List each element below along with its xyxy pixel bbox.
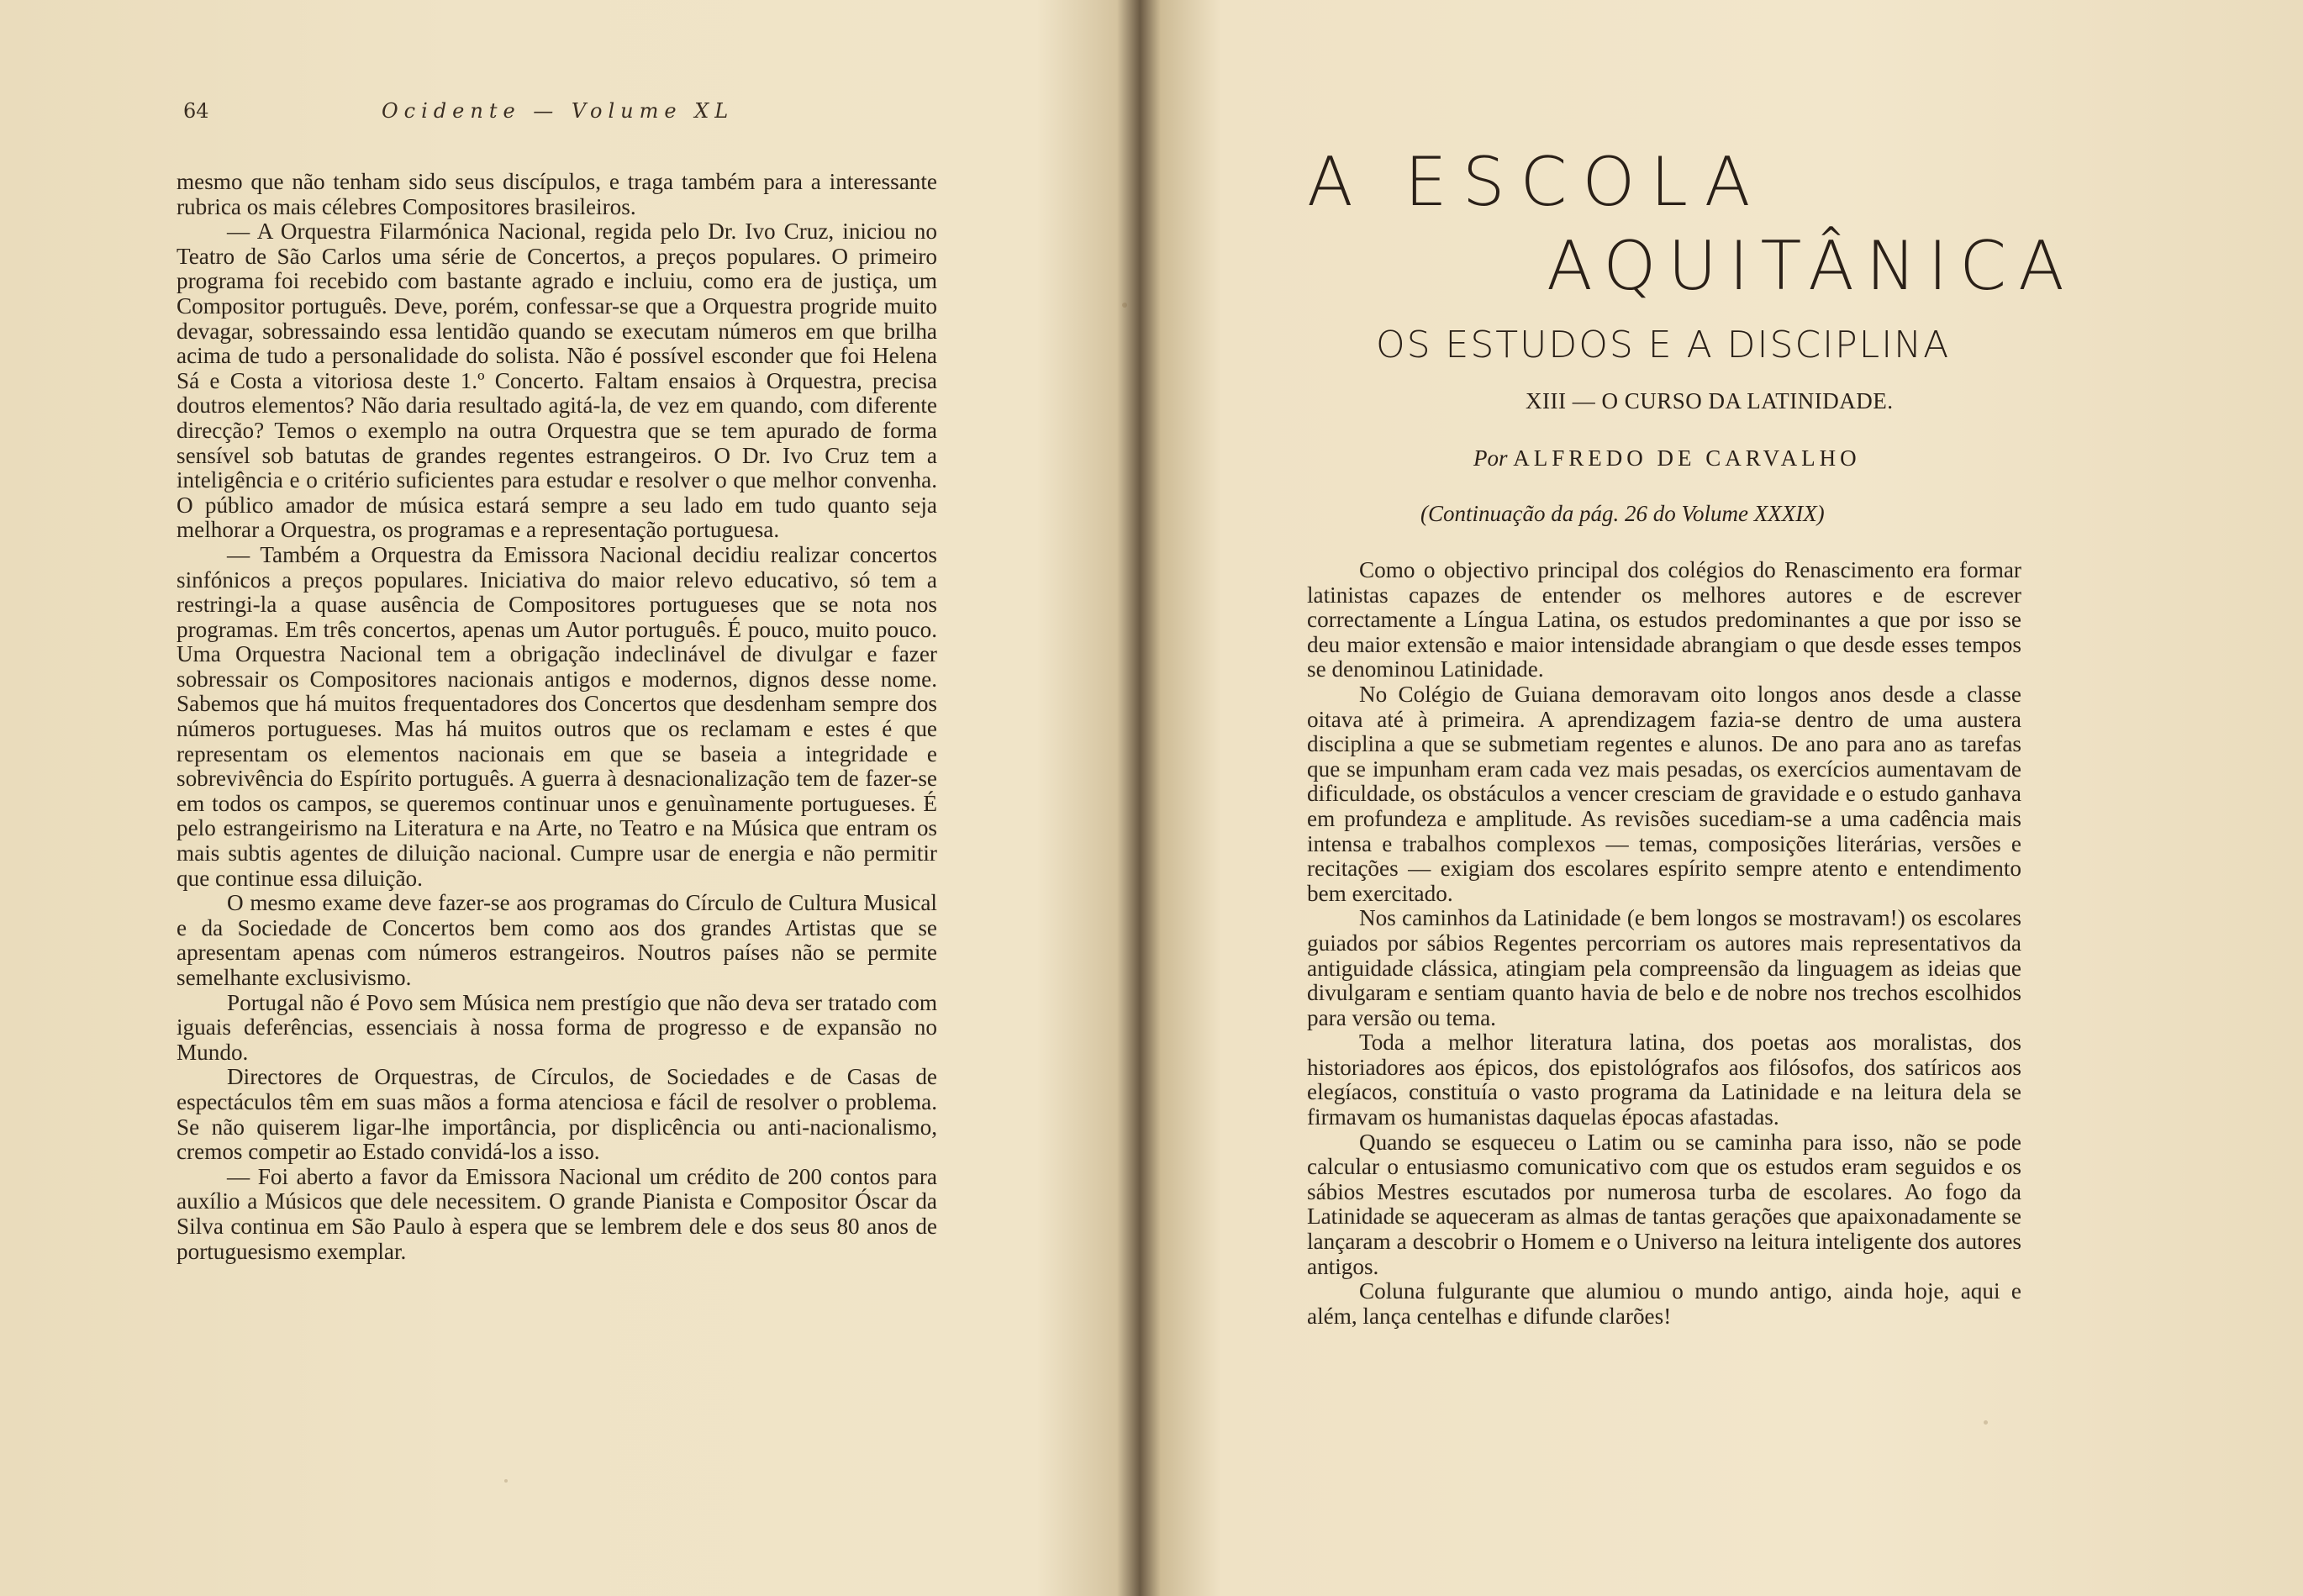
byline-prefix: Por xyxy=(1473,445,1508,471)
paragraph: — Também a Orquestra da Emissora Nacional decidiu realizar concertos sinfónicos a preços populares. Iniciativa do maior relevo educativo, só tem a restringi-la a quase ausência de Compositores portugueses que se nota nos programas. Em três concertos, apenas um Autor português. É pouco, muito pouco. Uma Orquestra Nacional tem a obrigação indeclinável de divulgar e fazer sobressair os Compositores nacionais antigos e modernos, dignos desse nome. Sabemos que há muitos frequentadores dos Concertos que desdenham sempre dos números portugueses. Mas há muitos outros que os reclamam e estes é que representam os elementos nacionais em que se baseia a integridade e sobrevivência do Espírito português. A guerra à desnacionalização tem de fazer-se em todos os campos, se queremos continuar unos e genuìnamente portugueses. É pelo estrangeirismo na Literatura e na Arte, no Teatro e na Música que entram os mais subtis agentes de diluição nacional. Cumpre usar de energia e não permitir que continue essa diluição. xyxy=(177,541,937,891)
paragraph: Toda a melhor literatura latina, dos poetas aos moralistas, dos historiadores aos épicos, dos epistológrafos aos filósofos, dos satíricos aos elegíacos, constituía o vasto programa da Latinidade e na leitura dela se firmavam os humanistas daquelas épocas afastadas. xyxy=(1307,1030,2021,1130)
paper-speck xyxy=(1984,1420,1988,1425)
paragraph: Como o objectivo principal dos colégios do Renascimento era formar latinistas capazes de entender os melhores autores e de escrever correctamente a Língua Latina, os estudos predominantes a que por isso se deu maior extensão e maior intensidade abrangiam o que desde esses tempos se denominou Latinidade. xyxy=(1307,557,2021,682)
paragraph: — Foi aberto a favor da Emissora Nacional um crédito de 200 contos para auxílio a Músicos que dele necessitem. O grande Pianista e Compositor Óscar da Silva continua em São Paulo à espera que se lembrem dele e dos seus 80 anos de portuguesismo exemplar. xyxy=(177,1163,937,1264)
paragraph: O mesmo exame deve fazer-se aos programas do Círculo de Cultura Musical e da Sociedade de Concertos bem como aos dos grandes Artistas que se apresentam apenas com números estrangeiros. Noutros países não se permite semelhante exclusivismo. xyxy=(177,890,937,990)
journal-title: Ocidente — Volume XL xyxy=(382,99,735,123)
paragraph: Directores de Orquestras, de Círculos, de Sociedades e de Casas de espectáculos têm em suas mãos a forma atenciosa e fácil de resolver o problema. Se não quiserem ligar-lhe importância, por displicência ou anti-nacionalismo, cremos competir ao Estado convidá-los a isso. xyxy=(177,1064,937,1165)
continuation-note: (Continuação da pág. 26 do Volume XXXIX) xyxy=(1420,501,1825,526)
article-title-line-1: A ESCOLA xyxy=(1307,143,1766,221)
paragraph: — A Orquestra Filarmónica Nacional, regida pelo Dr. Ivo Cruz, iniciou no Teatro de São Carlos uma série de Concertos, a preços populares. O primeiro programa foi recebido com bastante agrado e incluiu, como era de justiça, um Compositor português. Deve, porém, confessar-se que a Orquestra progride muito devagar, sobressaindo essa lentidão quando se executam números em que brilha acima de tudo a personalidade do solista. Não é possível esconder que foi Helena Sá e Costa a vitoriosa deste 1.º Concerto. Faltam ensaios à Orquestra, precisa doutros elementos? Não daria resultado agitá-la, de vez em quando, com diferente direcção? Temos o exemplo na outra Orquestra que se tem apurado de forma sensível sob batutas de grandes regentes estrangeiros. O Dr. Ivo Cruz tem a inteligência e o critério suficientes para estudar e resolver o que melhor convenha. O público amador de música estará sempre a seu lado em tudo quanto seja melhorar a Orquestra, os programas e a representação portuguesa. xyxy=(177,219,937,543)
paragraph: No Colégio de Guiana demoravam oito longos anos desde a classe oitava até à primeira. A aprendizagem fazia-se dentro de uma austera disciplina a que se submetiam regentes e alunos. De ano para ano as tarefas que se impunham eram cada vez mais pesadas, os exercícios aumentavam de dificuldade, os obstáculos a vencer cresciam de gravidade e o estudo ganhava em profundeza e amplitude. As revisões sucediam-se a uma cadência mais intensa e trabalhos complexos — temas, composições literárias, versões e recitações — exigiam dos escolares espírito sempre atento e entendimento bem exercitado. xyxy=(1307,681,2021,906)
paragraph: Portugal não é Povo sem Música nem prestígio que não deva ser tratado com iguais deferências, essenciais à nossa forma de progresso e de expansão no Mundo. xyxy=(177,989,937,1065)
paragraph: mesmo que não tenham sido seus discípulos, e traga também para a interessante rubrica os mais célebres Compositores brasileiros. xyxy=(177,169,937,219)
article-title-line-2: AQUITÂNICA xyxy=(1547,227,2076,305)
paragraph: Quando se esqueceu o Latim ou se caminha para isso, não se pode calcular o entusiasmo comunicativo com que os estudos eram seguidos e os sábios Mestres escutados por numerosa turba de escolares. Ao fogo da Latinidade se aqueceram as almas de tantas gerações que apaixonadamente se lançaram a descobrir o Homem e o Universo na leitura inteligente dos autores antigos. xyxy=(1307,1129,2021,1279)
paragraph: Coluna fulgurante que alumiou o mundo antigo, ainda hoje, aqui e além, lança centelhas e difunde clarões! xyxy=(1307,1278,2021,1329)
right-column-text xyxy=(1307,558,2021,1329)
left-column-text xyxy=(177,170,937,1264)
paragraph: Nos caminhos da Latinidade (e bem longos se mostravam!) os escolares guiados por sábios Regentes percorriam os autores mais representativos da antiguidade clássica, atingiam pela compreensão da linguagem as ideias que divulgaram e sentiam quanto havia de belo e de nobre nos trechos escolhidos para versão ou tema. xyxy=(1307,905,2021,1030)
article-subtitle: OS ESTUDOS E A DISCIPLINA xyxy=(1376,324,1951,366)
byline xyxy=(1473,445,1861,471)
page-number: 64 xyxy=(183,99,209,123)
author-name: ALFREDO DE CARVALHO xyxy=(1513,445,1861,471)
paper-speck xyxy=(1122,303,1127,308)
section-heading: XIII — O CURSO DA LATINIDADE. xyxy=(1526,388,1894,413)
paper-speck xyxy=(504,1479,508,1483)
